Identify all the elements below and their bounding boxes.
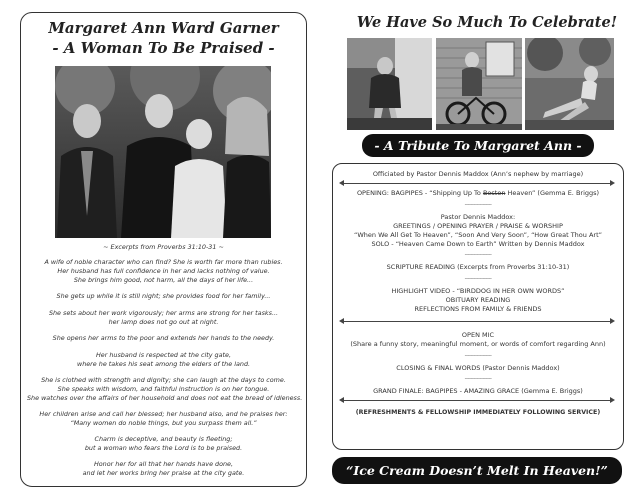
- group-photo-image: [55, 66, 271, 238]
- songs-line: “When We All Get To Heaven”, “Soon And Very Soon”, “How Great Thou Art”: [354, 231, 602, 239]
- separator: ------------------: [464, 202, 492, 208]
- opening-text: OPENING: BAGPIPES - “Shipping Up To: [356, 189, 483, 197]
- verse-block-7: [27, 410, 300, 428]
- closing-line: CLOSING & FINAL WORDS (Pastor Dennis Maddox): [396, 364, 560, 372]
- vintage-photo-1: [347, 38, 432, 130]
- pastor-label: Pastor Dennis Maddox:: [440, 213, 516, 221]
- verse-block-8: [27, 435, 300, 453]
- open-mic-line: OPEN MIC: [461, 331, 495, 339]
- verse-line: A wife of noble character who can find? She is worth far more than rubies.: [44, 258, 283, 266]
- verse-block-6: [27, 376, 303, 404]
- reflections-line: REFLECTIONS FROM FAMILY & FRIENDS: [414, 305, 542, 313]
- verse-line: She gets up while it is still night; she provides food for her family...: [56, 292, 271, 300]
- verse-header: ~ Excerpts from Proverbs 31:10-31 ~: [103, 243, 224, 251]
- vintage-photo-1-image: [347, 38, 432, 130]
- solo-line: SOLO - “Heaven Came Down to Earth” Written by Dennis Maddox: [371, 240, 585, 248]
- verse-line: She opens her arms to the poor and extends her hands to the needy.: [52, 334, 275, 342]
- verse-block-4: [27, 334, 300, 343]
- ice-cream-banner: “Ice Cream Doesn’t Melt In Heaven!”: [332, 457, 622, 484]
- opening-strike-text: Boston: [482, 189, 506, 197]
- verse-block-1: [27, 258, 300, 286]
- vintage-photo-2: [436, 38, 522, 130]
- verse-block-2: [27, 292, 300, 301]
- program-panel: [332, 163, 624, 450]
- verse-line: where he takes his seat among the elders of the land.: [76, 360, 251, 369]
- left-title-name: Margaret Ann Ward Garner: [48, 19, 279, 37]
- open-mic-desc: (Share a funny story, meaningful moment, or words of comfort regarding Ann): [350, 340, 606, 348]
- video-line: HIGHLIGHT VIDEO - “BIRDDOG IN HER OWN WORDS”: [391, 287, 565, 295]
- divider-arrow: [341, 183, 613, 184]
- verse-block-3: [27, 309, 300, 327]
- scripture-line: SCRIPTURE READING (Excerpts from Proverbs 31:10-31): [386, 263, 570, 271]
- verse-line: Charm is deceptive, and beauty is fleeting;: [94, 435, 233, 443]
- obituary-line: OBITUARY READING: [445, 296, 511, 304]
- separator: ------------------: [464, 376, 492, 382]
- divider-arrow: [341, 321, 613, 322]
- verse-line: She brings him good, not harm, all the days of her life...: [73, 276, 254, 285]
- verse-line: and let her works bring her praise at the city gate.: [82, 469, 245, 478]
- separator: ------------------: [464, 276, 492, 282]
- verse-line: Her children arise and call her blessed; her husband also, and he praises her:: [39, 410, 288, 418]
- finale-line: GRAND FINALE: BAGPIPES - AMAZING GRACE (Gemma E. Briggs): [373, 387, 583, 395]
- verse-block-9: [27, 460, 300, 478]
- left-title-subtitle: - A Woman To Be Praised -: [52, 39, 275, 57]
- refreshments-note: (REFRESHMENTS & FELLOWSHIP IMMEDIATELY FOLLOWING SERVICE): [355, 409, 601, 416]
- divider-arrow: [341, 400, 613, 401]
- verse-line: She watches over the affairs of her household and does not eat the bread of idleness.: [27, 394, 303, 403]
- verse-line: “Many women do noble things, but you surpass them all.”: [70, 419, 257, 428]
- greetings-line: GREETINGS / OPENING PRAYER / PRAISE & WORSHIP: [393, 222, 563, 230]
- officiated-line: Officiated by Pastor Dennis Maddox (Ann’s nephew by marriage): [372, 170, 584, 178]
- verse-line: Her husband has full confidence in her and lacks nothing of value.: [57, 267, 270, 276]
- vintage-photo-3-image: [525, 38, 614, 130]
- right-title: We Have So Much To Celebrate!: [356, 14, 618, 31]
- separator: ------------------: [464, 353, 492, 359]
- verse-line: but a woman who fears the Lord is to be praised.: [84, 444, 243, 453]
- verse-block-5: [27, 351, 300, 369]
- opening-line: [333, 189, 623, 198]
- vintage-photo-2-image: [436, 38, 522, 130]
- verse-line: her lamp does not go out at night.: [108, 318, 219, 327]
- verse-line: Honor her for all that her hands have done,: [93, 460, 234, 468]
- opening-text-end: Heaven” (Gemma E. Briggs): [505, 189, 600, 197]
- vintage-photo-3: [525, 38, 614, 130]
- group-photo: [55, 66, 271, 238]
- left-panel: [20, 12, 307, 487]
- verse-line: Her husband is respected at the city gate,: [95, 351, 231, 359]
- separator: ------------------: [464, 252, 492, 258]
- verse-line: She sets about her work vigorously; her arms are strong for her tasks...: [48, 309, 279, 317]
- tribute-banner: - A Tribute To Margaret Ann -: [362, 134, 594, 157]
- verse-line: She is clothed with strength and dignity; she can laugh at the days to come.: [41, 376, 286, 384]
- verse-line: She speaks with wisdom, and faithful instruction is on her tongue.: [57, 385, 270, 394]
